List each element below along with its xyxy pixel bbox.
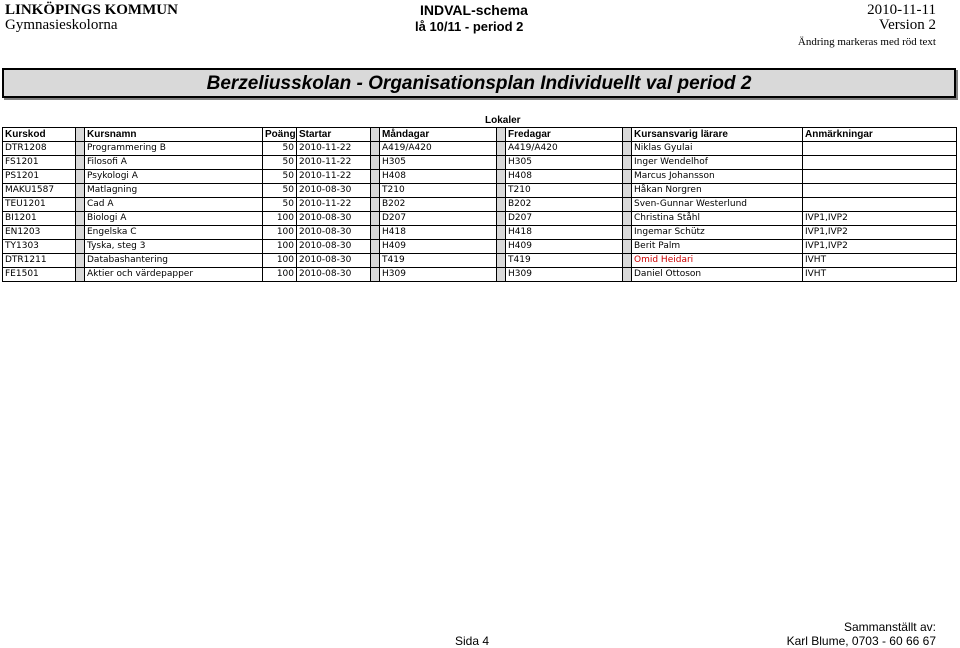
- cell-mandagar: H408: [380, 170, 497, 184]
- cell-startar: 2010-11-22: [297, 198, 371, 212]
- table-row: [3, 240, 957, 254]
- cell-mandagar: T210: [380, 184, 497, 198]
- cell-kursnamn: Programmering B: [85, 142, 263, 156]
- cell-kursnamn: Matlagning: [85, 184, 263, 198]
- cell-fredagar: H408: [506, 170, 623, 184]
- cell-startar: 2010-08-30: [297, 254, 371, 268]
- table-row: [3, 184, 957, 198]
- cell-fredagar: T419: [506, 254, 623, 268]
- cell-kurskod: TY1303: [3, 240, 76, 254]
- cell-kursnamn: Aktier och värdepapper: [85, 268, 263, 282]
- cell-startar: 2010-08-30: [297, 240, 371, 254]
- cell-larare: Håkan Norgren: [632, 184, 803, 198]
- cell-kurskod: PS1201: [3, 170, 76, 184]
- cell-fredagar: H409: [506, 240, 623, 254]
- org-name: LINKÖPINGS KOMMUN: [5, 2, 178, 18]
- table-row: [3, 254, 957, 268]
- cell-startar: 2010-08-30: [297, 226, 371, 240]
- col-kursnamn: Kursnamn: [85, 128, 263, 142]
- cell-kurskod: MAKU1587: [3, 184, 76, 198]
- table-row: [3, 198, 957, 212]
- cell-anmarkningar: IVP1,IVP2: [803, 212, 957, 226]
- cell-startar: 2010-11-22: [297, 142, 371, 156]
- cell-mandagar: D207: [380, 212, 497, 226]
- cell-poang: 100: [263, 254, 297, 268]
- cell-kursnamn: Engelska C: [85, 226, 263, 240]
- table-row: [3, 156, 957, 170]
- cell-kursnamn: Tyska, steg 3: [85, 240, 263, 254]
- cell-fredagar: H309: [506, 268, 623, 282]
- col-larare: Kursansvarig lärare: [632, 128, 803, 142]
- cell-kurskod: FS1201: [3, 156, 76, 170]
- cell-larare: Inger Wendelhof: [632, 156, 803, 170]
- table-row: [3, 170, 957, 184]
- col-fredagar: Fredagar: [506, 128, 623, 142]
- compiled-by: Karl Blume, 0703 - 60 66 67: [786, 634, 936, 648]
- cell-kurskod: TEU1201: [3, 198, 76, 212]
- cell-mandagar: A419/A420: [380, 142, 497, 156]
- cell-kursnamn: Cad A: [85, 198, 263, 212]
- cell-mandagar: B202: [380, 198, 497, 212]
- cell-fredagar: D207: [506, 212, 623, 226]
- cell-poang: 100: [263, 240, 297, 254]
- cell-startar: 2010-11-22: [297, 170, 371, 184]
- doc-version: Version 2: [878, 17, 936, 33]
- cell-kursnamn: Psykologi A: [85, 170, 263, 184]
- cell-anmarkningar: [803, 142, 957, 156]
- page-title: Berzeliusskolan - Organisationsplan Individuellt val period 2: [206, 73, 752, 94]
- table-row: [3, 142, 957, 156]
- cell-anmarkningar: IVP1,IVP2: [803, 240, 957, 254]
- cell-kurskod: BI1201: [3, 212, 76, 226]
- cell-poang: 100: [263, 226, 297, 240]
- cell-poang: 50: [263, 156, 297, 170]
- cell-larare: Marcus Johansson: [632, 170, 803, 184]
- cell-poang: 100: [263, 268, 297, 282]
- table-row: [3, 226, 957, 240]
- cell-mandagar: H305: [380, 156, 497, 170]
- lokaler-group-header: Lokaler: [485, 115, 521, 126]
- cell-larare: Christina Ståhl: [632, 212, 803, 226]
- period-label: lå 10/11 - period 2: [415, 19, 524, 34]
- cell-larare: Omid Heidari: [632, 254, 803, 268]
- change-note: Ändring markeras med röd text: [797, 36, 936, 48]
- cell-anmarkningar: [803, 198, 957, 212]
- doc-title: INDVAL-schema: [420, 2, 528, 18]
- cell-poang: 50: [263, 142, 297, 156]
- cell-kurskod: DTR1208: [3, 142, 76, 156]
- cell-startar: 2010-08-30: [297, 184, 371, 198]
- course-table: [2, 127, 957, 282]
- cell-fredagar: T210: [506, 184, 623, 198]
- cell-anmarkningar: IVHT: [803, 254, 957, 268]
- col-anmarkningar: Anmärkningar: [803, 128, 957, 142]
- table-row: [3, 212, 957, 226]
- cell-fredagar: H418: [506, 226, 623, 240]
- cell-anmarkningar: IVP1,IVP2: [803, 226, 957, 240]
- compiled-label: Sammanställt av:: [843, 620, 936, 634]
- cell-mandagar: T419: [380, 254, 497, 268]
- cell-poang: 50: [263, 170, 297, 184]
- cell-larare: Daniel Ottoson: [632, 268, 803, 282]
- page-number: Sida 4: [455, 634, 490, 648]
- unit-name: Gymnasieskolorna: [5, 17, 118, 33]
- cell-fredagar: A419/A420: [506, 142, 623, 156]
- col-startar: Startar: [297, 128, 371, 142]
- cell-kurskod: DTR1211: [3, 254, 76, 268]
- cell-larare: Niklas Gyulai: [632, 142, 803, 156]
- cell-larare: Sven-Gunnar Westerlund: [632, 198, 803, 212]
- col-mandagar: Måndagar: [380, 128, 497, 142]
- cell-anmarkningar: IVHT: [803, 268, 957, 282]
- cell-anmarkningar: [803, 156, 957, 170]
- cell-kursnamn: Databashantering: [85, 254, 263, 268]
- cell-larare: Berit Palm: [632, 240, 803, 254]
- cell-fredagar: H305: [506, 156, 623, 170]
- cell-fredagar: B202: [506, 198, 623, 212]
- cell-kursnamn: Filosofi A: [85, 156, 263, 170]
- table-header-row: [3, 128, 957, 142]
- cell-mandagar: H418: [380, 226, 497, 240]
- cell-kurskod: FE1501: [3, 268, 76, 282]
- cell-mandagar: H309: [380, 268, 497, 282]
- col-kurskod: Kurskod: [3, 128, 76, 142]
- cell-poang: 50: [263, 184, 297, 198]
- cell-startar: 2010-08-30: [297, 268, 371, 282]
- table-row: [3, 268, 957, 282]
- cell-startar: 2010-11-22: [297, 156, 371, 170]
- cell-anmarkningar: [803, 184, 957, 198]
- cell-kursnamn: Biologi A: [85, 212, 263, 226]
- cell-poang: 50: [263, 198, 297, 212]
- cell-kurskod: EN1203: [3, 226, 76, 240]
- cell-mandagar: H409: [380, 240, 497, 254]
- cell-startar: 2010-08-30: [297, 212, 371, 226]
- cell-anmarkningar: [803, 170, 957, 184]
- cell-larare: Ingemar Schütz: [632, 226, 803, 240]
- col-poang: Poäng: [263, 128, 297, 142]
- cell-poang: 100: [263, 212, 297, 226]
- title-banner: [2, 68, 956, 98]
- doc-date: 2010-11-11: [867, 2, 936, 18]
